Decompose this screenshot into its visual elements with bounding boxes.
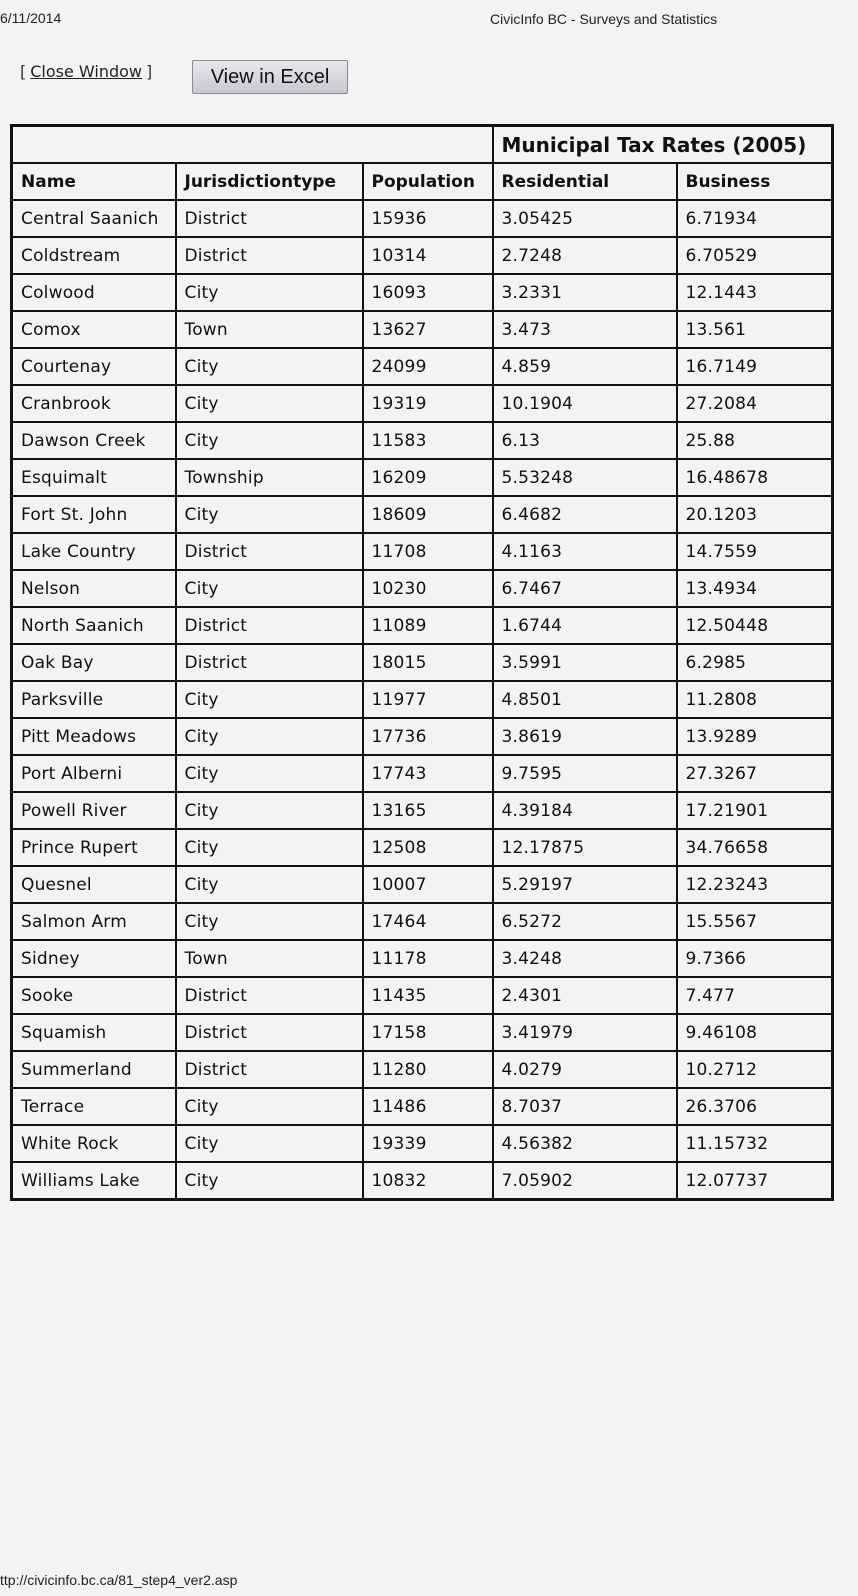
cell-residential: 12.17875 [493, 829, 677, 866]
cell-population: 11708 [363, 533, 493, 570]
cell-residential: 1.6744 [493, 607, 677, 644]
cell-residential: 4.39184 [493, 792, 677, 829]
cell-population: 11089 [363, 607, 493, 644]
cell-name: Colwood [12, 274, 176, 311]
table-row [12, 940, 833, 977]
cell-name: Pitt Meadows [12, 718, 176, 755]
cell-jurisdictiontype: City [176, 755, 363, 792]
cell-population: 11435 [363, 977, 493, 1014]
cell-residential: 10.1904 [493, 385, 677, 422]
cell-residential: 4.0279 [493, 1051, 677, 1088]
cell-residential: 3.5991 [493, 644, 677, 681]
cell-jurisdictiontype: District [176, 607, 363, 644]
cell-name: Quesnel [12, 866, 176, 903]
cell-population: 18609 [363, 496, 493, 533]
cell-population: 11280 [363, 1051, 493, 1088]
cell-business: 15.5567 [677, 903, 833, 940]
cell-jurisdictiontype: District [176, 200, 363, 237]
cell-name: Cranbrook [12, 385, 176, 422]
table-row [12, 792, 833, 829]
cell-jurisdictiontype: City [176, 1162, 363, 1200]
cell-jurisdictiontype: City [176, 385, 363, 422]
group-header-blank [12, 126, 493, 164]
cell-jurisdictiontype: District [176, 644, 363, 681]
cell-business: 13.9289 [677, 718, 833, 755]
column-header-jurisdictiontype: Jurisdictiontype [176, 163, 363, 200]
cell-business: 12.1443 [677, 274, 833, 311]
column-header-name: Name [12, 163, 176, 200]
column-header-population: Population [363, 163, 493, 200]
table-row [12, 200, 833, 237]
table-row [12, 570, 833, 607]
cell-residential: 9.7595 [493, 755, 677, 792]
cell-name: Fort St. John [12, 496, 176, 533]
cell-jurisdictiontype: City [176, 792, 363, 829]
cell-name: Sooke [12, 977, 176, 1014]
table-row [12, 459, 833, 496]
cell-population: 11486 [363, 1088, 493, 1125]
cell-residential: 2.7248 [493, 237, 677, 274]
cell-population: 17158 [363, 1014, 493, 1051]
cell-name: Terrace [12, 1088, 176, 1125]
cell-residential: 6.4682 [493, 496, 677, 533]
table-row [12, 1162, 833, 1200]
cell-jurisdictiontype: City [176, 422, 363, 459]
cell-residential: 5.53248 [493, 459, 677, 496]
cell-name: Central Saanich [12, 200, 176, 237]
column-header-residential: Residential [493, 163, 677, 200]
close-close-bracket: ] [146, 62, 153, 81]
cell-jurisdictiontype: City [176, 1125, 363, 1162]
cell-business: 6.70529 [677, 237, 833, 274]
cell-business: 6.71934 [677, 200, 833, 237]
table-row [12, 607, 833, 644]
cell-residential: 3.2331 [493, 274, 677, 311]
table-row [12, 1125, 833, 1162]
cell-residential: 4.56382 [493, 1125, 677, 1162]
cell-jurisdictiontype: City [176, 866, 363, 903]
table-row [12, 1014, 833, 1051]
cell-name: Williams Lake [12, 1162, 176, 1200]
cell-name: Lake Country [12, 533, 176, 570]
print-page-title: CivicInfo BC - Surveys and Statistics [490, 11, 718, 27]
table-row [12, 348, 833, 385]
cell-jurisdictiontype: City [176, 496, 363, 533]
cell-name: Dawson Creek [12, 422, 176, 459]
cell-residential: 7.05902 [493, 1162, 677, 1200]
cell-population: 18015 [363, 644, 493, 681]
cell-name: Powell River [12, 792, 176, 829]
cell-residential: 4.8501 [493, 681, 677, 718]
cell-name: Courtenay [12, 348, 176, 385]
cell-population: 19319 [363, 385, 493, 422]
table-row [12, 311, 833, 348]
cell-population: 24099 [363, 348, 493, 385]
cell-population: 13627 [363, 311, 493, 348]
cell-residential: 4.1163 [493, 533, 677, 570]
cell-jurisdictiontype: Township [176, 459, 363, 496]
cell-name: Port Alberni [12, 755, 176, 792]
cell-jurisdictiontype: District [176, 1051, 363, 1088]
cell-business: 14.7559 [677, 533, 833, 570]
cell-jurisdictiontype: City [176, 348, 363, 385]
table-row [12, 681, 833, 718]
cell-residential: 3.473 [493, 311, 677, 348]
column-header-business: Business [677, 163, 833, 200]
print-date: 6/11/2014 [0, 10, 62, 26]
table-row [12, 237, 833, 274]
cell-population: 10314 [363, 237, 493, 274]
cell-residential: 2.4301 [493, 977, 677, 1014]
cell-business: 27.3267 [677, 755, 833, 792]
cell-business: 20.1203 [677, 496, 833, 533]
cell-jurisdictiontype: District [176, 533, 363, 570]
cell-business: 13.561 [677, 311, 833, 348]
table-row [12, 829, 833, 866]
cell-business: 27.2084 [677, 385, 833, 422]
cell-name: Esquimalt [12, 459, 176, 496]
cell-population: 10007 [363, 866, 493, 903]
cell-population: 17743 [363, 755, 493, 792]
cell-residential: 5.29197 [493, 866, 677, 903]
table-row [12, 422, 833, 459]
cell-jurisdictiontype: City [176, 274, 363, 311]
cell-population: 19339 [363, 1125, 493, 1162]
cell-business: 9.7366 [677, 940, 833, 977]
cell-business: 17.21901 [677, 792, 833, 829]
cell-residential: 4.859 [493, 348, 677, 385]
cell-jurisdictiontype: District [176, 977, 363, 1014]
cell-business: 11.2808 [677, 681, 833, 718]
close-open-bracket: [ [20, 62, 27, 81]
cell-name: Prince Rupert [12, 829, 176, 866]
table-row [12, 866, 833, 903]
cell-residential: 8.7037 [493, 1088, 677, 1125]
column-header-row [12, 163, 833, 200]
cell-business: 12.23243 [677, 866, 833, 903]
cell-jurisdictiontype: Town [176, 940, 363, 977]
cell-population: 17464 [363, 903, 493, 940]
cell-name: Parksville [12, 681, 176, 718]
cell-residential: 3.05425 [493, 200, 677, 237]
cell-business: 11.15732 [677, 1125, 833, 1162]
tax-rates-group-header: Municipal Tax Rates (2005) [493, 126, 833, 164]
table-row [12, 274, 833, 311]
cell-business: 26.3706 [677, 1088, 833, 1125]
cell-business: 6.2985 [677, 644, 833, 681]
cell-jurisdictiontype: District [176, 1014, 363, 1051]
cell-jurisdictiontype: City [176, 570, 363, 607]
cell-jurisdictiontype: City [176, 1088, 363, 1125]
cell-business: 10.2712 [677, 1051, 833, 1088]
cell-business: 12.07737 [677, 1162, 833, 1200]
cell-name: Salmon Arm [12, 903, 176, 940]
table-row [12, 496, 833, 533]
table-row [12, 385, 833, 422]
cell-population: 11583 [363, 422, 493, 459]
cell-jurisdictiontype: District [176, 237, 363, 274]
table-row [12, 1051, 833, 1088]
cell-business: 13.4934 [677, 570, 833, 607]
table-row [12, 755, 833, 792]
table-body [12, 200, 833, 1200]
cell-name: White Rock [12, 1125, 176, 1162]
cell-jurisdictiontype: City [176, 829, 363, 866]
cell-residential: 6.5272 [493, 903, 677, 940]
cell-population: 10230 [363, 570, 493, 607]
cell-population: 15936 [363, 200, 493, 237]
table-row [12, 533, 833, 570]
cell-name: Nelson [12, 570, 176, 607]
cell-residential: 6.7467 [493, 570, 677, 607]
cell-name: Sidney [12, 940, 176, 977]
cell-population: 13165 [363, 792, 493, 829]
cell-business: 7.477 [677, 977, 833, 1014]
close-window-control [20, 62, 152, 81]
cell-population: 16209 [363, 459, 493, 496]
table-row [12, 977, 833, 1014]
cell-population: 12508 [363, 829, 493, 866]
tax-rates-table [10, 124, 834, 1201]
cell-jurisdictiontype: City [176, 903, 363, 940]
cell-jurisdictiontype: City [176, 681, 363, 718]
cell-business: 16.48678 [677, 459, 833, 496]
cell-business: 12.50448 [677, 607, 833, 644]
cell-name: North Saanich [12, 607, 176, 644]
cell-business: 25.88 [677, 422, 833, 459]
cell-name: Coldstream [12, 237, 176, 274]
table-row [12, 644, 833, 681]
cell-residential: 3.41979 [493, 1014, 677, 1051]
group-header-row [12, 126, 833, 164]
close-window-link[interactable]: Close Window [30, 62, 143, 81]
cell-population: 16093 [363, 274, 493, 311]
cell-population: 11977 [363, 681, 493, 718]
table-row [12, 1088, 833, 1125]
cell-population: 10832 [363, 1162, 493, 1200]
table-row [12, 903, 833, 940]
cell-business: 9.46108 [677, 1014, 833, 1051]
cell-business: 16.7149 [677, 348, 833, 385]
cell-jurisdictiontype: Town [176, 311, 363, 348]
cell-business: 34.76658 [677, 829, 833, 866]
print-url: ttp://civicinfo.bc.ca/81_step4_ver2.asp [0, 1572, 238, 1588]
cell-population: 17736 [363, 718, 493, 755]
table-row [12, 718, 833, 755]
cell-name: Oak Bay [12, 644, 176, 681]
cell-population: 11178 [363, 940, 493, 977]
cell-name: Summerland [12, 1051, 176, 1088]
cell-residential: 3.4248 [493, 940, 677, 977]
cell-jurisdictiontype: City [176, 718, 363, 755]
cell-name: Comox [12, 311, 176, 348]
cell-name: Squamish [12, 1014, 176, 1051]
view-in-excel-button[interactable]: View in Excel [192, 60, 348, 94]
cell-residential: 3.8619 [493, 718, 677, 755]
cell-residential: 6.13 [493, 422, 677, 459]
